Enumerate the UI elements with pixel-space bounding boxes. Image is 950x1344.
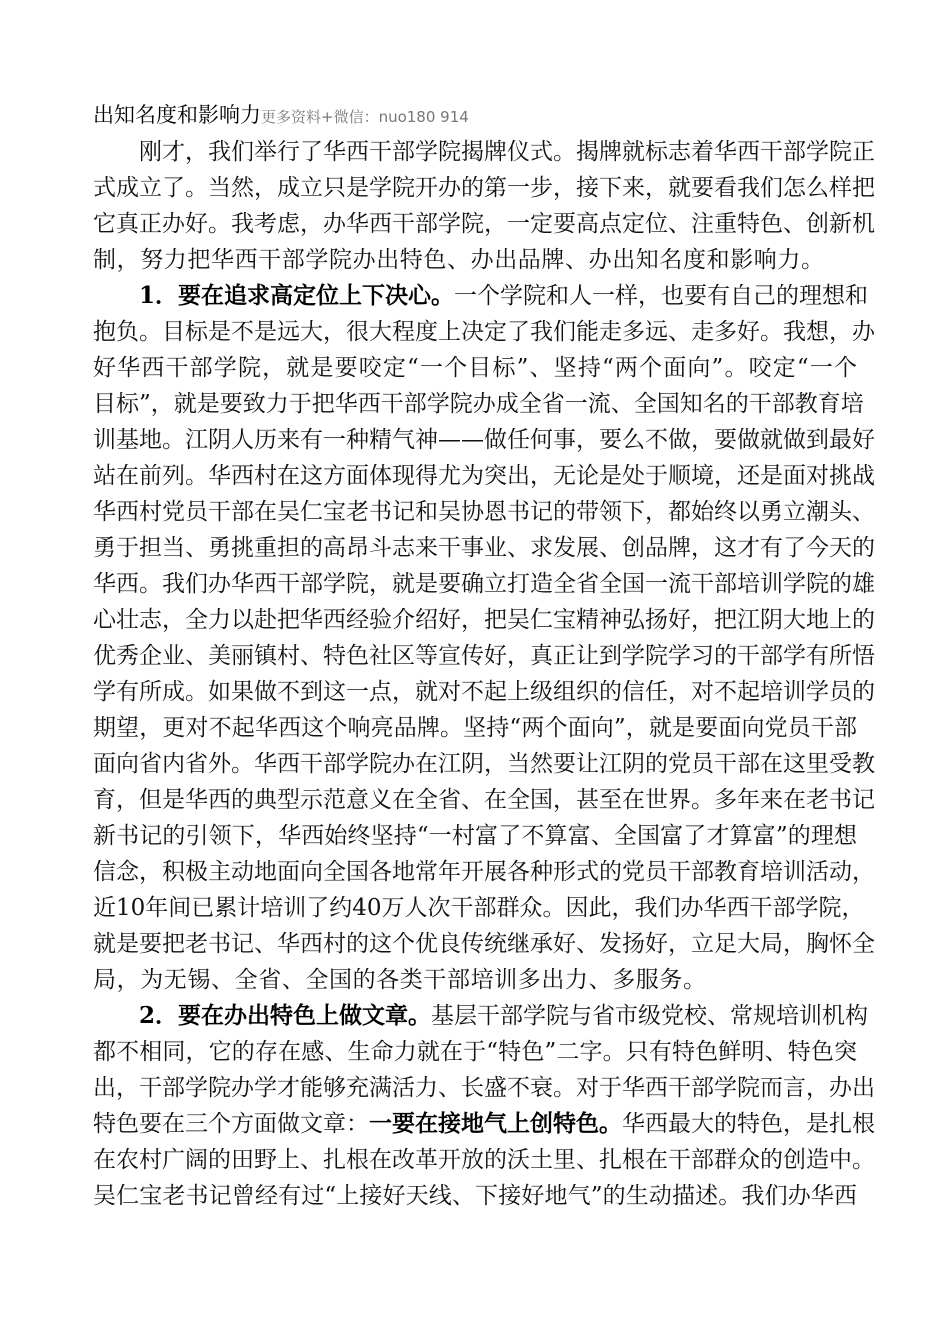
text-line [93,854,875,890]
text-line [93,890,865,926]
text-line [93,170,875,206]
body-text: 出，干部学院办学才能够充满活力、长盛不衰。对于华西干部学院而言，办出 [93,1075,875,1101]
body-text: 特色要在三个方面做文章： [93,1111,369,1137]
text-line [93,818,857,854]
text-line [93,134,875,170]
body-text: 华西最大的特色，是扎根 [622,1111,875,1137]
text-line [93,962,857,998]
text-line [93,566,875,602]
text-line [93,998,869,1034]
bold-heading-text: 2．要在办出特色上做文章。 [139,1002,432,1029]
text-line [93,530,875,566]
text-line [93,674,875,710]
watermark-text: 更多资料+微信：nuo180 914 [261,108,469,126]
body-text: 就是要把老书记、华西村的这个优良传统继承好、发扬好，立足大局，胸怀全 [93,931,875,957]
text-line [93,1106,875,1142]
body-text: 式成立了。当然，成立只是学院开办的第一步，接下来，就要看我们怎么样把 [93,175,875,201]
body-text: 新书记的引领下，华西始终坚持“一村富了不算富、全国富了才算富”的理想 [93,823,857,849]
text-line [93,1142,875,1178]
page-header [93,100,469,132]
text-line [93,242,857,278]
text-line [93,458,875,494]
body-text: 育，但是华西的典型示范意义在全省、在全国，甚至在世界。多年来在老书记 [93,787,875,813]
body-text: 目标”，就是要致力于把华西干部学院办成全省一流、全国知名的干部教育培 [93,391,864,417]
body-text: 局，为无锡、全省、全国的各类干部培训多出力、多服务。 [93,967,707,993]
body-text: 吴仁宝老书记曾经有过“上接好天线、下接好地气”的生动描述。我们办华西 [93,1183,857,1209]
text-line [93,278,869,314]
body-text: 面向省内省外。华西干部学院办在江阴，当然要让江阴的党员干部在这里受教 [93,751,875,777]
body-text: 信念，积极主动地面向全国各地常年开展各种形式的党员干部教育培训活动， [93,859,875,885]
body-text: 它真正办好。我考虑，办华西干部学院，一定要高点定位、注重特色、创新机 [93,211,875,237]
body-text: 近10年间已累计培训了约40万人次干部群众。因此，我们办华西干部学院， [93,895,865,921]
text-line [93,926,875,962]
document-body [93,134,875,1214]
text-line [93,638,875,674]
body-text: 优秀企业、美丽镇村、特色社区等宣传好，真正让到学院学习的干部学有所悟 [93,643,875,669]
text-line [93,1070,875,1106]
body-text: 华西村党员干部在吴仁宝老书记和吴协恩书记的带领下，都始终以勇立潮头、 [93,499,875,525]
body-text: 期望，更对不起华西这个响亮品牌。坚持“两个面向”，就是要面向党员干部 [93,715,857,741]
body-text: 训基地。江阴人历来有一种精气神——做任何事，要么不做，要做就做到最好 [93,427,875,453]
body-text: 在农村广阔的田野上、扎根在改革开放的沃土里、扎根在干部群众的创造中。 [93,1147,875,1173]
body-text: 学有所成。如果做不到这一点，就对不起上级组织的信任，对不起培训学员的 [93,679,875,705]
text-line [93,602,875,638]
body-text: 刚才，我们举行了华西干部学院揭牌仪式。揭牌就标志着华西干部学院正 [139,139,875,165]
text-line [93,206,875,242]
heading-tail: 出知名度和影响力 [93,103,261,127]
text-line [93,314,875,350]
bold-heading-text: 一要在接地气上创特色。 [369,1110,622,1137]
body-text: 勇于担当、勇挑重担的高昂斗志来干事业、求发展、创品牌，这才有了今天的 [93,535,875,561]
text-line [93,710,857,746]
paragraph [93,278,875,998]
body-text: 好华西干部学院，就是要咬定“一个目标”、坚持“两个面向”。咬定“一个 [93,355,857,381]
body-text: 华西。我们办华西干部学院，就是要确立打造全省全国一流干部培训学院的雄 [93,571,875,597]
text-line [93,350,857,386]
bold-heading-text: 1．要在追求高定位上下决心。 [139,282,455,309]
text-line [93,422,875,458]
paragraph [93,998,875,1214]
body-text: 基层干部学院与省市级党校、常规培训机构 [431,1003,869,1029]
body-text: 抱负。目标是不是远大，很大程度上决定了我们能走多远、走多好。我想，办 [93,319,875,345]
text-line [93,746,875,782]
paragraph [93,134,875,278]
body-text: 站在前列。华西村在这方面体现得尤为突出，无论是处于顺境，还是面对挑战 [93,463,875,489]
body-text: 都不相同，它的存在感、生命力就在于“特色”二字。只有特色鲜明、特色突 [93,1039,857,1065]
text-line [93,782,875,818]
text-line [93,1178,857,1214]
body-text: 制，努力把华西干部学院办出特色、办出品牌、办出知名度和影响力。 [93,247,825,273]
text-line [93,386,864,422]
text-line [93,1034,857,1070]
body-text: 心壮志，全力以赴把华西经验介绍好，把吴仁宝精神弘扬好，把江阴大地上的 [93,607,875,633]
body-text: 一个学院和人一样，也要有自己的理想和 [454,283,869,309]
text-line [93,494,875,530]
